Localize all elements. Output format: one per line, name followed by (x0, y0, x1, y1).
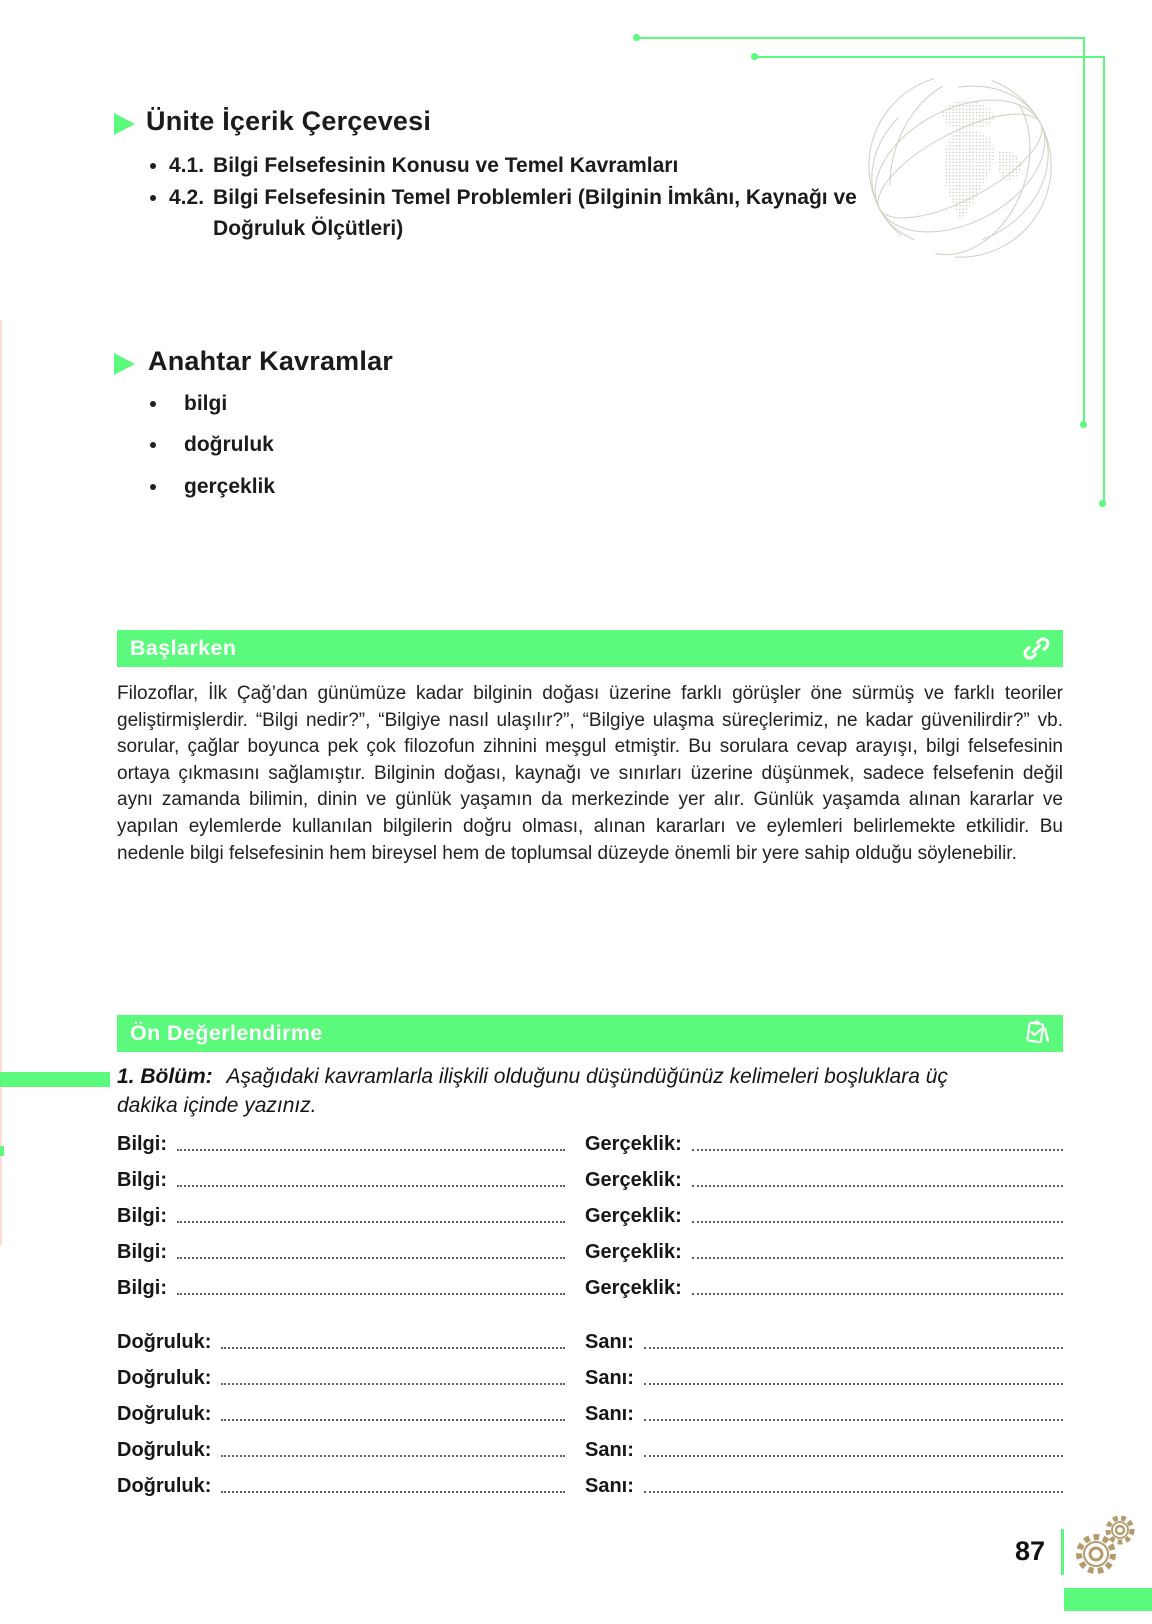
form-label-gerceklik: Gerçeklik: (585, 1205, 682, 1227)
decor-line-horizontal (637, 37, 1085, 39)
fill-in-line (221, 1419, 565, 1421)
form-label-bilgi: Bilgi: (117, 1241, 167, 1263)
page-number: 87 (1014, 1536, 1045, 1566)
arrow-triangle-icon (114, 113, 135, 135)
form-row (117, 1320, 565, 1356)
form-label-gerceklik: Gerçeklik: (585, 1277, 682, 1299)
footer-divider (1061, 1529, 1064, 1575)
scan-artifact (0, 1146, 4, 1156)
fill-in-line (644, 1419, 1063, 1421)
on-degerlendirme-banner-title: Ön Değerlendirme (130, 1021, 323, 1045)
form-label-sani: Sanı: (585, 1403, 634, 1425)
form-label-dogruluk: Doğruluk: (117, 1403, 212, 1425)
part-instruction-block (117, 1062, 983, 1120)
fill-in-line (692, 1221, 1063, 1223)
scan-artifact (0, 320, 2, 1245)
form-row (585, 1230, 1063, 1266)
toc-item (150, 182, 953, 244)
fill-in-line (644, 1347, 1063, 1349)
form-row (117, 1356, 565, 1392)
form-label-dogruluk: Doğruluk: (117, 1367, 212, 1389)
link-icon (1022, 634, 1051, 663)
form-label-gerceklik: Gerçeklik: (585, 1169, 682, 1191)
form-row (117, 1392, 565, 1428)
form-label-dogruluk: Doğruluk: (117, 1439, 212, 1461)
on-degerlendirme-banner (117, 1015, 1063, 1052)
form-row (585, 1122, 1063, 1158)
form-label-sani: Sanı: (585, 1331, 634, 1353)
form-group-dogruluk-sani (117, 1320, 1063, 1500)
form-label-bilgi: Bilgi: (117, 1133, 167, 1155)
form-label-sani: Sanı: (585, 1475, 634, 1497)
fill-in-line (177, 1185, 565, 1187)
bullet-dot (150, 484, 156, 490)
fill-in-line (177, 1293, 565, 1295)
form-row (117, 1428, 565, 1464)
form-row (117, 1194, 565, 1230)
bullet-dot (150, 442, 156, 448)
form-row (585, 1158, 1063, 1194)
form-row (117, 1230, 565, 1266)
gears-icon (1070, 1508, 1140, 1582)
footer-accent-bar (1064, 1588, 1152, 1611)
decor-line-vertical (1103, 56, 1105, 502)
form-row (585, 1194, 1063, 1230)
fill-in-line (644, 1491, 1063, 1493)
concept-item (150, 389, 227, 419)
bullet-dot (150, 401, 156, 407)
intro-paragraph: Filozoflar, İlk Çağ’dan günümüze kadar bilginin doğası üzerine farklı görüşler öne sürmüş ve farklı teoriler geliştirmişlerdir. “Bilgi nedir?”, “Bilgiye nasıl ulaşılır?”, “Bilgiye ulaşma süreçlerimiz, ne kadar güvenilirdir?” vb. sorular, çağlar boyunca pek çok filozofun zihnini meşgul etmiştir. Bu sorulara cevap arayışı, bilgi felsefesinin ortaya çıkmasını sağlamıştır. Bilginin doğası, kaynağı ve sınırları üzerine düşünmek, sadece felsefenin değil aynı zamanda bilimin, dinin ve günlük yaşamın da merkezinde yer alır. Günlük yaşamda alınan kararlar ve yapılan eylemlerde kullanılan bilgilerin doğru olması, alınan kararları ve eylemleri belirlemekte etkilidir. Bu nedenle bilgi felsefesinin hem bireysel hem de toplumsal düzeyde önemli bir yere sahip olduğu söylenebilir. (117, 683, 1063, 864)
form-label-sani: Sanı: (585, 1367, 634, 1389)
form-label-gerceklik: Gerçeklik: (585, 1241, 682, 1263)
arrow-triangle-icon (114, 353, 135, 375)
fill-in-line (221, 1455, 565, 1457)
toc-item-text: Bilgi Felsefesinin Temel Problemleri (Bilginin İmkânı, Kaynağı ve Doğruluk Ölçütleri) (213, 186, 857, 240)
fill-in-line (177, 1257, 565, 1259)
fill-in-line (221, 1347, 565, 1349)
part-label: 1. Bölüm: (117, 1065, 213, 1088)
fill-in-line (692, 1185, 1063, 1187)
form-row (117, 1122, 565, 1158)
form-label-bilgi: Bilgi: (117, 1277, 167, 1299)
fill-in-line (692, 1257, 1063, 1259)
form-label-bilgi: Bilgi: (117, 1169, 167, 1191)
notepad-check-icon (1022, 1019, 1051, 1048)
form-row (117, 1158, 565, 1194)
fill-in-line (177, 1149, 565, 1151)
form-row (585, 1266, 1063, 1302)
form-row (585, 1428, 1063, 1464)
decor-dot (1099, 500, 1106, 507)
concept-label: doğruluk (184, 433, 274, 456)
key-concepts-title: Anahtar Kavramlar (148, 346, 394, 376)
decor-line-vertical (1083, 37, 1085, 423)
decor-line-horizontal (755, 56, 1105, 58)
concept-item (150, 472, 275, 502)
fill-in-line (692, 1149, 1063, 1151)
form-row (117, 1464, 565, 1500)
form-label-gerceklik: Gerçeklik: (585, 1133, 682, 1155)
form-row (585, 1392, 1063, 1428)
left-accent-bar (0, 1072, 110, 1087)
form-group-bilgi-gerceklik (117, 1122, 1063, 1302)
concept-label: gerçeklik (184, 475, 276, 498)
concept-label: bilgi (184, 392, 228, 415)
fill-in-line (692, 1293, 1063, 1295)
concept-item (150, 430, 274, 460)
toc-item-text: Bilgi Felsefesinin Konusu ve Temel Kavramları (213, 154, 679, 177)
toc-item-number: 4.1. (169, 154, 205, 177)
form-row (585, 1464, 1063, 1500)
form-label-bilgi: Bilgi: (117, 1205, 167, 1227)
bullet-dot (150, 163, 156, 169)
fill-in-line (221, 1491, 565, 1493)
part-instruction: Aşağıdaki kavramlarla ilişkili olduğunu düşündüğünüz kelimeleri boşluklara üç dakika içinde yazınız. (117, 1065, 948, 1117)
fill-in-line (644, 1383, 1063, 1385)
decor-dot (1080, 421, 1087, 428)
unit-frame-title: Ünite İçerik Çerçevesi (146, 106, 432, 136)
baslarken-banner-title: Başlarken (130, 636, 237, 660)
form-label-sani: Sanı: (585, 1439, 634, 1461)
baslarken-banner (117, 630, 1063, 667)
fill-in-line (644, 1455, 1063, 1457)
form-row (585, 1320, 1063, 1356)
toc-item (150, 150, 953, 181)
fill-in-line (221, 1383, 565, 1385)
form-label-dogruluk: Doğruluk: (117, 1331, 212, 1353)
form-row (117, 1266, 565, 1302)
toc-item-number: 4.2. (169, 186, 205, 209)
fill-in-line (177, 1221, 565, 1223)
form-label-dogruluk: Doğruluk: (117, 1475, 212, 1497)
bullet-dot (150, 195, 156, 201)
form-row (585, 1356, 1063, 1392)
